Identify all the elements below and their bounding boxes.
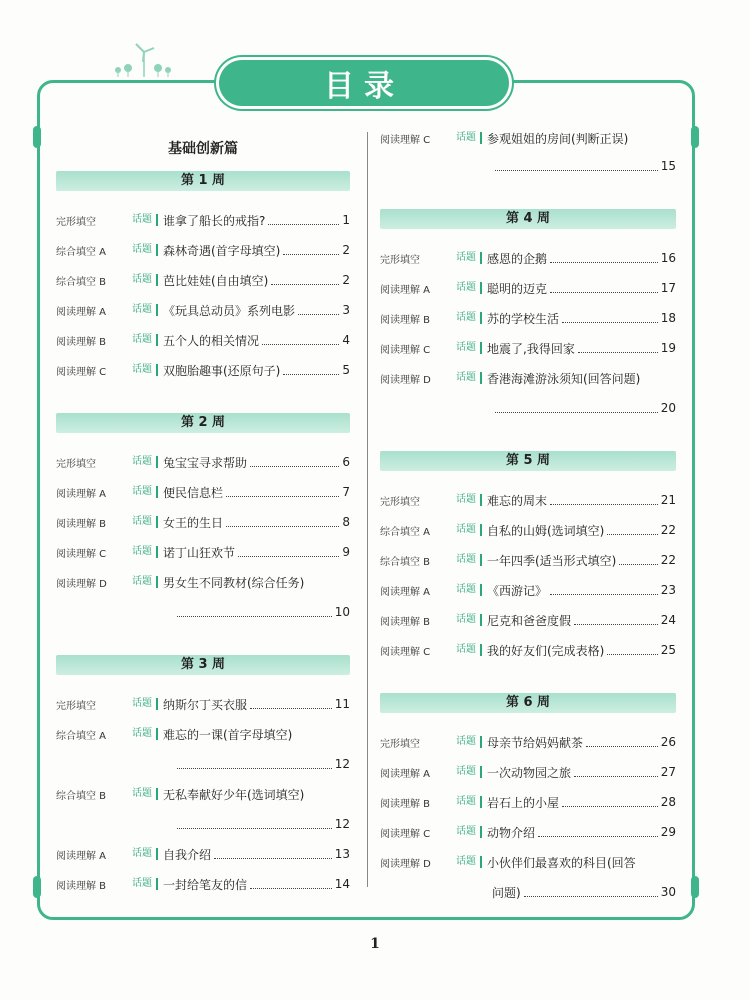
entry-type: 阅读理解 A: [56, 306, 107, 318]
topic-tag: 话题: [456, 736, 482, 748]
topic-tag: 话题: [456, 132, 482, 144]
topic-tag: 话题: [456, 252, 482, 264]
topic-tag: 话题: [132, 274, 158, 286]
toc-entry[interactable]: [380, 787, 676, 817]
entry-title: 双胞胎趣事(还原句子): [163, 363, 281, 378]
topic-tag: 话题: [456, 644, 482, 656]
entry-page: 30: [660, 885, 676, 899]
entry-page: 4: [342, 333, 350, 347]
entry-type: 阅读理解 B: [380, 798, 431, 810]
week-header: 第 4 周: [380, 209, 676, 229]
entry-page: 18: [660, 311, 676, 325]
entry-type: 阅读理解 C: [56, 548, 107, 560]
leader-dots: [550, 262, 658, 263]
entry-title: 岩石上的小屋: [487, 795, 560, 810]
entry-type: 完形填空: [380, 254, 420, 266]
topic-tag: 话题: [456, 372, 482, 384]
entry-type: 综合填空 A: [56, 730, 107, 742]
entry-page: 5: [342, 363, 350, 377]
entry-title: 我的好友们(完成表格): [487, 643, 605, 658]
entry-title: 小伙伴们最喜欢的科目(回答: [487, 855, 636, 870]
entry-type: 阅读理解 B: [56, 518, 107, 530]
week-header: 第 2 周: [56, 413, 350, 433]
topic-tag: 话题: [132, 364, 158, 376]
entry-title: 一年四季(适当形式填空): [487, 553, 617, 568]
entry-title: 自我介绍: [163, 847, 212, 862]
leader-dots: [550, 594, 658, 595]
entry-page: 17: [660, 281, 676, 295]
leader-dots: [177, 828, 332, 829]
topic-tag: 话题: [132, 576, 158, 588]
entry-type: 阅读理解 A: [380, 768, 431, 780]
leader-dots: [283, 254, 339, 255]
entry-type: 阅读理解 C: [380, 134, 431, 146]
toc-entry[interactable]: [56, 567, 350, 597]
entry-title: 地震了,我得回家: [487, 341, 575, 356]
week-header: 第 3 周: [56, 655, 350, 675]
topic-tag: 话题: [456, 312, 482, 324]
leader-dots: [607, 534, 657, 535]
entry-type: 阅读理解 A: [380, 586, 431, 598]
toc-entry-continuation: [56, 597, 350, 627]
page-number: 1: [370, 936, 380, 952]
entry-title: 聪明的迈克: [487, 281, 548, 296]
topic-tag: 话题: [456, 766, 482, 778]
toc-entry[interactable]: [380, 545, 676, 575]
entry-page: 16: [660, 251, 676, 265]
topic-tag: 话题: [456, 282, 482, 294]
toc-entry[interactable]: [56, 719, 350, 749]
page-title: 目录: [219, 60, 509, 106]
entry-title: 兔宝宝寻求帮助: [163, 455, 248, 470]
toc-entry[interactable]: [380, 303, 676, 333]
toc-entry[interactable]: [56, 477, 350, 507]
week-header: 第 6 周: [380, 693, 676, 713]
entry-type: 完形填空: [56, 458, 96, 470]
leader-dots: [262, 344, 339, 345]
leader-dots: [550, 292, 658, 293]
windmill-trees-decoration: [110, 38, 180, 78]
toc-entry-continuation: [380, 877, 676, 907]
leader-dots: [574, 624, 658, 625]
toc-entry[interactable]: [380, 363, 676, 393]
entry-type: 完形填空: [56, 700, 96, 712]
entry-title: 苏的学校生活: [487, 311, 560, 326]
toc-entry[interactable]: [380, 333, 676, 363]
topic-tag: 话题: [132, 456, 158, 468]
entry-title: 母亲节给妈妈献茶: [487, 735, 584, 750]
entry-page: 19: [660, 341, 676, 355]
toc-entry[interactable]: [380, 605, 676, 635]
toc-entry[interactable]: [380, 847, 676, 877]
topic-tag: 话题: [132, 304, 158, 316]
topic-tag: 话题: [456, 796, 482, 808]
entry-title: 香港海滩游泳须知(回答问题): [487, 371, 641, 386]
entry-page: 7: [342, 485, 350, 499]
toc-entry-continuation: [380, 151, 676, 181]
leader-dots: [226, 496, 339, 497]
entry-title: 无私奉献好少年(选词填空): [163, 787, 305, 802]
entry-type: 综合填空 B: [56, 790, 107, 802]
toc-entry[interactable]: [380, 635, 676, 665]
leader-dots: [177, 768, 332, 769]
topic-tag: 话题: [132, 486, 158, 498]
week-header: 第 5 周: [380, 451, 676, 471]
leader-dots: [214, 858, 332, 859]
toc-entry[interactable]: [56, 355, 350, 385]
week-header: 第 1 周: [56, 171, 350, 191]
leader-dots: [578, 352, 658, 353]
toc-entry[interactable]: [380, 757, 676, 787]
entry-title: 《玩具总动员》系列电影: [163, 303, 296, 318]
entry-type: 综合填空 B: [56, 276, 107, 288]
entry-type: 阅读理解 C: [380, 646, 431, 658]
topic-tag: 话题: [132, 848, 158, 860]
entry-type: 阅读理解 A: [380, 284, 431, 296]
toc-entry[interactable]: [56, 325, 350, 355]
entry-title: 感恩的企鹅: [487, 251, 548, 266]
entry-page: 1: [342, 213, 350, 227]
entry-page: 2: [342, 243, 350, 257]
topic-tag: 话题: [132, 728, 158, 740]
leader-dots: [562, 806, 658, 807]
leader-dots: [538, 836, 658, 837]
entry-page: 22: [660, 523, 676, 537]
entry-title: 纳斯尔丁买衣服: [163, 697, 248, 712]
leader-dots: [607, 654, 657, 655]
entry-type: 完形填空: [380, 738, 420, 750]
entry-page: 25: [660, 643, 676, 657]
topic-tag: 话题: [132, 878, 158, 890]
entry-page: 24: [660, 613, 676, 627]
entry-page: 14: [334, 877, 350, 891]
toc-entry[interactable]: [56, 507, 350, 537]
entry-type: 综合填空 A: [380, 526, 431, 538]
toc-entry[interactable]: [56, 265, 350, 295]
leader-dots: [495, 170, 658, 171]
toc-entry[interactable]: [380, 125, 676, 151]
entry-title: 尼克和爸爸度假: [487, 613, 572, 628]
topic-tag: 话题: [456, 826, 482, 838]
entry-page: 21: [660, 493, 676, 507]
toc-entry-continuation: [56, 749, 350, 779]
entry-page: 12: [334, 817, 350, 831]
entry-page: 29: [660, 825, 676, 839]
right-column: [380, 125, 676, 907]
toc-entry[interactable]: [56, 839, 350, 869]
frame-clip: [33, 876, 41, 898]
leader-dots: [298, 314, 339, 315]
toc-entry[interactable]: [380, 575, 676, 605]
entry-type: 阅读理解 B: [380, 616, 431, 628]
entry-page: 6: [342, 455, 350, 469]
section-heading: 基础创新篇: [168, 141, 238, 157]
topic-tag: 话题: [132, 214, 158, 226]
entry-title: 女王的生日: [163, 515, 224, 530]
entry-title: 芭比娃娃(自由填空): [163, 273, 269, 288]
toc-entry[interactable]: [380, 817, 676, 847]
entry-type: 完形填空: [380, 496, 420, 508]
entry-title: 《西游记》: [487, 583, 548, 598]
leader-dots: [268, 224, 339, 225]
entry-type: 阅读理解 A: [56, 488, 107, 500]
entry-type: 阅读理解 C: [380, 828, 431, 840]
entry-page: 10: [334, 605, 350, 619]
entry-title: 便民信息栏: [163, 485, 224, 500]
entry-page: 12: [334, 757, 350, 771]
leader-dots: [250, 708, 332, 709]
topic-tag: 话题: [132, 546, 158, 558]
toc-entry[interactable]: [380, 485, 676, 515]
entry-title: 难忘的一课(首字母填空): [163, 727, 293, 742]
entry-page: 3: [342, 303, 350, 317]
topic-tag: 话题: [132, 698, 158, 710]
toc-entry[interactable]: [380, 515, 676, 545]
leader-dots: [586, 746, 658, 747]
leader-dots: [550, 504, 658, 505]
entry-type: 阅读理解 B: [56, 336, 107, 348]
entry-title: 诺丁山狂欢节: [163, 545, 236, 560]
entry-page: 15: [660, 159, 676, 173]
frame-clip: [691, 876, 699, 898]
entry-title: 一封给笔友的信: [163, 877, 248, 892]
entry-type: 阅读理解 B: [380, 314, 431, 326]
leader-dots: [238, 556, 339, 557]
toc-entry-continuation: [56, 809, 350, 839]
entry-type: 阅读理解 D: [56, 578, 107, 590]
entry-type: 阅读理解 D: [380, 858, 431, 870]
toc-entry[interactable]: [380, 243, 676, 273]
entry-page: 20: [660, 401, 676, 415]
frame-clip: [33, 126, 41, 148]
toc-entry[interactable]: [380, 273, 676, 303]
entry-title: 难忘的周末: [487, 493, 548, 508]
topic-tag: 话题: [456, 584, 482, 596]
left-column: [56, 125, 350, 899]
entry-type: 阅读理解 D: [380, 374, 431, 386]
topic-tag: 话题: [132, 334, 158, 346]
entry-title: 动物介绍: [487, 825, 536, 840]
leader-dots: [495, 412, 658, 413]
topic-tag: 话题: [456, 856, 482, 868]
toc-entry[interactable]: [56, 447, 350, 477]
topic-tag: 话题: [456, 494, 482, 506]
leader-dots: [574, 776, 658, 777]
entry-page: 26: [660, 735, 676, 749]
toc-entry[interactable]: [56, 869, 350, 899]
entry-type: 综合填空 A: [56, 246, 107, 258]
leader-dots: [524, 896, 658, 897]
entry-title: 一次动物园之旅: [487, 765, 572, 780]
topic-tag: 话题: [132, 244, 158, 256]
leader-dots: [250, 888, 332, 889]
entry-type: 阅读理解 C: [56, 366, 107, 378]
column-divider: [367, 132, 368, 887]
leader-dots: [271, 284, 339, 285]
topic-tag: 话题: [456, 554, 482, 566]
topic-tag: 话题: [456, 342, 482, 354]
entry-page: 13: [334, 847, 350, 861]
leader-dots: [177, 616, 332, 617]
entry-title: 谁拿了船长的戒指?: [163, 213, 266, 228]
leader-dots: [283, 374, 339, 375]
topic-tag: 话题: [456, 614, 482, 626]
leader-dots: [619, 564, 657, 565]
entry-page: 11: [334, 697, 350, 711]
entry-page: 22: [660, 553, 676, 567]
entry-type: 阅读理解 C: [380, 344, 431, 356]
entry-page: 9: [342, 545, 350, 559]
topic-tag: 话题: [132, 788, 158, 800]
toc-entry-continuation: [380, 393, 676, 423]
topic-tag: 话题: [456, 524, 482, 536]
entry-title: 参观姐姐的房间(判断正误): [487, 131, 629, 146]
leader-dots: [562, 322, 658, 323]
entry-page: 2: [342, 273, 350, 287]
topic-tag: 话题: [132, 516, 158, 528]
toc-entry[interactable]: [380, 727, 676, 757]
toc-entry[interactable]: [56, 779, 350, 809]
toc-entry[interactable]: [56, 537, 350, 567]
entry-type: 完形填空: [56, 216, 96, 228]
frame-clip: [691, 126, 699, 148]
entry-page: 23: [660, 583, 676, 597]
entry-title: 自私的山姆(选词填空): [487, 523, 605, 538]
leader-dots: [226, 526, 339, 527]
entry-title: 男女生不同教材(综合任务): [163, 575, 305, 590]
entry-title: 森林奇遇(首字母填空): [163, 243, 281, 258]
entry-type: 综合填空 B: [380, 556, 431, 568]
toc-entry[interactable]: [56, 689, 350, 719]
entry-type: 阅读理解 B: [56, 880, 107, 892]
toc-entry[interactable]: [56, 235, 350, 265]
toc-entry[interactable]: [56, 205, 350, 235]
leader-dots: [250, 466, 339, 467]
toc-entry[interactable]: [56, 295, 350, 325]
entry-page: 28: [660, 795, 676, 809]
entry-type: 阅读理解 A: [56, 850, 107, 862]
entry-title: 五个人的相关情况: [163, 333, 260, 348]
entry-title-continued: 问题): [492, 885, 521, 900]
entry-page: 27: [660, 765, 676, 779]
entry-page: 8: [342, 515, 350, 529]
